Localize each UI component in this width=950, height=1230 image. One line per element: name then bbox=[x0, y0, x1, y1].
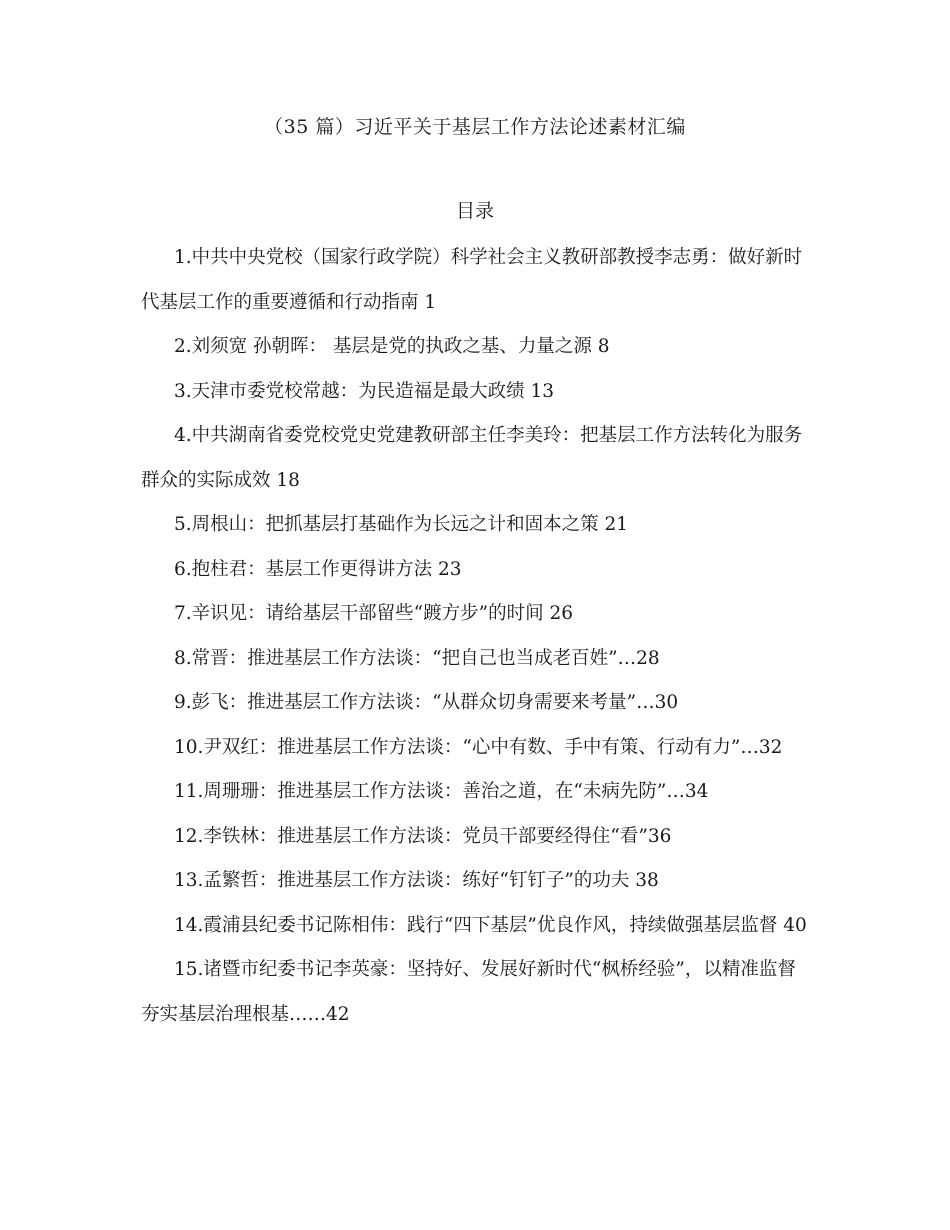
table-of-contents bbox=[141, 236, 807, 1037]
toc-entry: 7.辛识见：请给基层干部留些“踱方步”的时间 26 bbox=[174, 603, 573, 624]
toc-entry: 14.霞浦县纪委书记陈相伟：践行“四下基层”优良作风，持续做强基层监督 40 bbox=[174, 914, 807, 936]
toc-entry: 2.刘须宽 孙朝晖： 基层是党的执政之基、力量之源 8 bbox=[174, 336, 610, 357]
toc-entry: 10.尹双红：推进基层工作方法谈：“心中有数、手中有策、行动有力”…32 bbox=[174, 736, 783, 758]
toc-entry: 5.周根山：把抓基层打基础作为长远之计和固本之策 21 bbox=[174, 514, 629, 535]
toc-entry: 3.天津市委党校常越：为民造福是最大政绩 13 bbox=[174, 380, 555, 402]
toc-entry: 11.周珊珊：推进基层工作方法谈：善治之道，在“未病先防”…34 bbox=[174, 781, 709, 802]
toc-entry: 12.李铁林：推进基层工作方法谈：党员干部要经得住“看”36 bbox=[174, 825, 672, 847]
toc-heading: 目录 bbox=[455, 200, 494, 222]
toc-entry: 8.常晋：推进基层工作方法谈：“把自己也当成老百姓”…28 bbox=[174, 647, 660, 669]
toc-entry: 6.抱柱君：基层工作更得讲方法 23 bbox=[174, 558, 462, 580]
toc-entry: 13.孟繁哲：推进基层工作方法谈：练好“钉钉子”的功夫 38 bbox=[174, 870, 659, 891]
toc-entry: 15.诸暨市纪委书记李英豪：坚持好、发展好新时代“枫桥经验”，以精准监督夯实基层治理根基……42 bbox=[141, 959, 796, 1025]
toc-entry: 4.中共湖南省委党校党史党建教研部主任李美玲：把基层工作方法转化为服务群众的实际成效 18 bbox=[141, 425, 803, 491]
toc-entry: 9.彭飞：推进基层工作方法谈：“从群众切身需要来考量”…30 bbox=[174, 692, 679, 713]
toc-entry: 1.中共中央党校（国家行政学院）科学社会主义教研部教授李志勇：做好新时代基层工作的重要遵循和行动指南 1 bbox=[141, 247, 803, 313]
document-title: （35 篇）习近平关于基层工作方法论述素材汇编 bbox=[264, 116, 686, 138]
